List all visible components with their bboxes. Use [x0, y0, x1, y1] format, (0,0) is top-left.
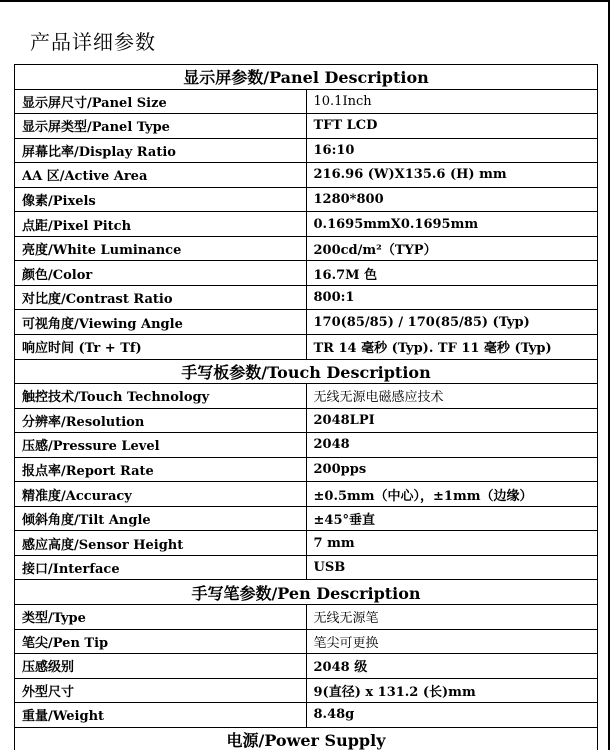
table-row — [15, 555, 598, 580]
top-border-line — [0, 0, 610, 2]
section-header-row — [15, 727, 598, 750]
table-row — [15, 310, 598, 335]
table-row — [15, 433, 598, 458]
row-value: 200pps — [306, 457, 598, 482]
row-label: 感应高度/Sensor Height — [15, 531, 307, 556]
table-row — [15, 531, 598, 556]
row-label: 对比度/Contrast Ratio — [15, 285, 307, 310]
table-row — [15, 629, 598, 654]
table-row — [15, 506, 598, 531]
section-header-row — [15, 359, 598, 384]
section-title: 手写板参数/Touch Description — [15, 359, 598, 384]
table-row — [15, 482, 598, 507]
row-label: 外型尺寸 — [15, 678, 307, 703]
row-label: 分辨率/Resolution — [15, 408, 307, 433]
table-row — [15, 384, 598, 409]
row-value: 2048 — [306, 433, 598, 458]
row-value: 1280*800 — [306, 187, 598, 212]
row-value: 无线无源笔 — [306, 605, 598, 630]
row-label: 颜色/Color — [15, 261, 307, 286]
table-row — [15, 187, 598, 212]
row-value: ±0.5mm（中心），±1mm（边缘） — [306, 482, 598, 507]
row-label: 压感级别 — [15, 654, 307, 679]
row-value: 2048LPI — [306, 408, 598, 433]
row-value: 800:1 — [306, 285, 598, 310]
table-row — [15, 605, 598, 630]
row-label: AA 区/Active Area — [15, 163, 307, 188]
row-label: 笔尖/Pen Tip — [15, 629, 307, 654]
row-value: TFT LCD — [306, 114, 598, 139]
row-value: 216.96 (W)X135.6 (H) mm — [306, 163, 598, 188]
row-label: 重量/Weight — [15, 703, 307, 728]
table-row — [15, 236, 598, 261]
table-row — [15, 89, 598, 114]
table-row — [15, 408, 598, 433]
row-label: 点距/Pixel Pitch — [15, 212, 307, 237]
row-value: TR 14 毫秒 (Typ). TF 11 毫秒 (Typ) — [306, 335, 598, 360]
row-value: 10.1Inch — [306, 89, 598, 114]
section-title: 电源/Power Supply — [15, 727, 598, 750]
table-row — [15, 457, 598, 482]
table-row — [15, 261, 598, 286]
row-value: 16:10 — [306, 138, 598, 163]
section-title: 显示屏参数/Panel Description — [15, 65, 598, 90]
row-value: 0.1695mmX0.1695mm — [306, 212, 598, 237]
row-value: 笔尖可更换 — [306, 629, 598, 654]
page-title: 产品详细参数 — [30, 30, 156, 54]
section-title: 手写笔参数/Pen Description — [15, 580, 598, 605]
row-label: 亮度/White Luminance — [15, 236, 307, 261]
table-row — [15, 703, 598, 728]
row-label: 屏幕比率/Display Ratio — [15, 138, 307, 163]
table-row — [15, 335, 598, 360]
row-label: 精准度/Accuracy — [15, 482, 307, 507]
row-label: 触控技术/Touch Technology — [15, 384, 307, 409]
row-value: USB — [306, 555, 598, 580]
table-row — [15, 285, 598, 310]
row-label: 类型/Type — [15, 605, 307, 630]
table-row — [15, 678, 598, 703]
section-header-row — [15, 65, 598, 90]
row-label: 压感/Pressure Level — [15, 433, 307, 458]
row-value: 170(85/85) / 170(85/85) (Typ) — [306, 310, 598, 335]
row-label: 显示屏尺寸/Panel Size — [15, 89, 307, 114]
row-label: 显示屏类型/Panel Type — [15, 114, 307, 139]
table-row — [15, 138, 598, 163]
row-value: 9(直径) x 131.2 (长)mm — [306, 678, 598, 703]
row-value: 无线无源电磁感应技术 — [306, 384, 598, 409]
row-label: 像素/Pixels — [15, 187, 307, 212]
row-label: 倾斜角度/Tilt Angle — [15, 506, 307, 531]
row-label: 可视角度/Viewing Angle — [15, 310, 307, 335]
row-value: 8.48g — [306, 703, 598, 728]
row-value: 7 mm — [306, 531, 598, 556]
row-value: 16.7M 色 — [306, 261, 598, 286]
row-value: 200cd/m²（TYP） — [306, 236, 598, 261]
row-label: 响应时间 (Tr + Tf) — [15, 335, 307, 360]
table-row — [15, 163, 598, 188]
table-row — [15, 114, 598, 139]
spec-table — [14, 64, 598, 750]
table-row — [15, 212, 598, 237]
row-value: 2048 级 — [306, 654, 598, 679]
table-row — [15, 654, 598, 679]
row-label: 接口/Interface — [15, 555, 307, 580]
section-header-row — [15, 580, 598, 605]
row-label: 报点率/Report Rate — [15, 457, 307, 482]
row-value: ±45°垂直 — [306, 506, 598, 531]
